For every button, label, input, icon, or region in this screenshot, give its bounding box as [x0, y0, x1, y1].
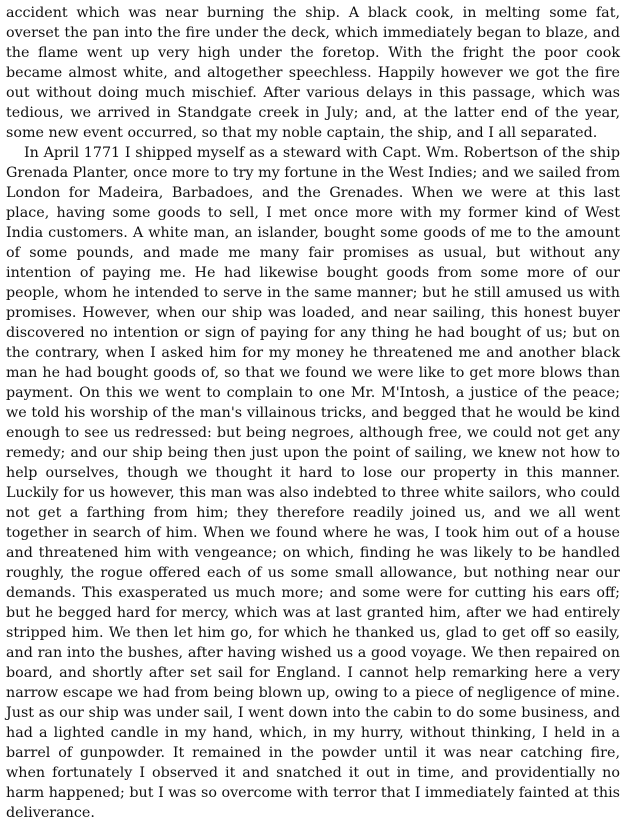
paragraph-april-1771: In April 1771 I shipped myself as a steward with Capt. Wm. Robertson of the ship Grenada Planter, once more to try my fortune in the West Indies; and we sailed from London for Madeira, Barbadoes, and the Grenades. When we were at this last place, having some goods to sell, I met once more with my former kind of West India customers. A white man, an islander, bought some goods of me to the amount of some pounds, and made me many fair promises as usual, but without any intention of paying me. He had likewise bought goods from some more of our people, whom he intended to serve in the same manner; but he still amused us with promises. However, when our ship was loaded, and near sailing, this honest buyer discovered no intention or sign of paying for any thing he had bought of us; but on the contrary, when I asked him for my money he threatened me and another black man he had bought goods of, so that we found we were like to get more blows than payment. On this we went to complain to one Mr. M'Intosh, a justice of the peace; we told his worship of the man's villainous tricks, and begged that he would be kind enough to see us redressed: but being negroes, although free, we could not get any remedy; and our ship being then just upon the point of sailing, we knew not how to help ourselves, though we thought it hard to lose our property in this manner. Luckily for us however, this man was also indebted to three white sailors, who could not get a farthing from him; they therefore readily joined us, and we all went together in search of him. When we found where he was, I took him out of a house and threatened him with vengeance; on which, finding he was likely to be handled roughly, the rogue offered each of us some small allowance, but nothing near our demands. This exasperated us much more; and some were for cutting his ears off; but he begged hard for mercy, which was at last granted him, after we had entirely stripped him. We then let him go, for which he thanked us, glad to get off so easily, and ran into the bushes, after having wished us a good voyage. We then repaired on board, and shortly after set sail for England. I cannot help remarking here a very narrow escape we had from being blown up, owing to a piece of negligence of mine. Just as our ship was under sail, I went down into the cabin to do some business, and had a lighted candle in my hand, which, in my hurry, without thinking, I held in a barrel of gunpowder. It remained in the powder until it was near catching fire, when fortunately I observed it and snatched it out in time, and providentially no harm happened; but I was so overcome with terror that I immediately fainted at this deliverance. [6, 145, 620, 821]
paragraph-continued: accident which was near burning the ship. A black cook, in melting some fat, overset the pan into the fire under the deck, which immediately began to blaze, and the flame went up very high under the foretop. With the fright the poor cook became almost white, and altogether speechless. Happily however we got the fire out without doing much mischief. After various delays in this passage, which was tedious, we arrived in Standgate creek in July; and, at the latter end of the year, some new event occurred, so that my noble captain, the ship, and I all separated. [6, 5, 620, 141]
